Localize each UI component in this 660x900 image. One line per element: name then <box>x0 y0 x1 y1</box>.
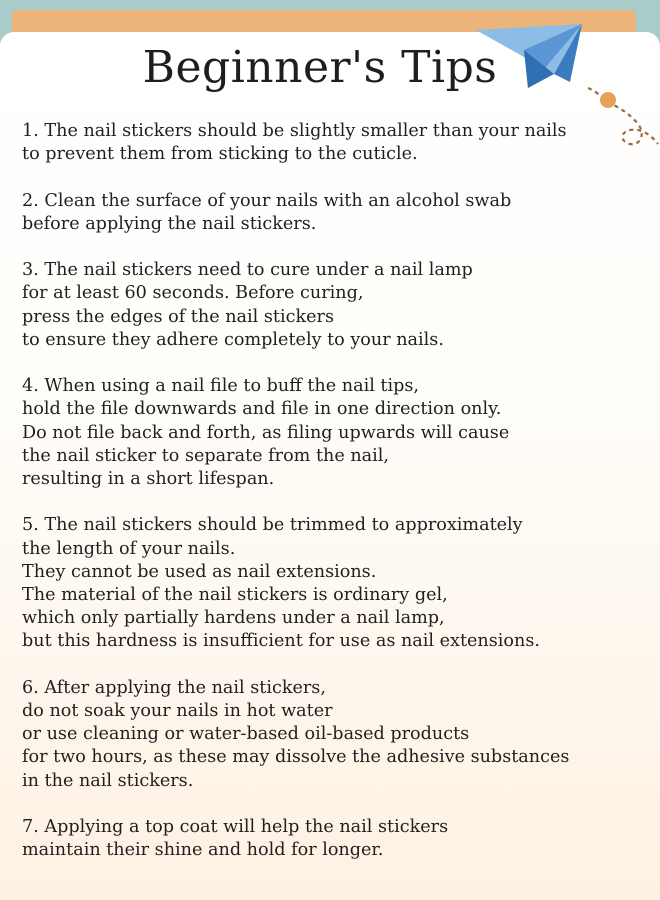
tip-line: Do not file back and forth, as filing upwards will cause <box>22 422 510 443</box>
tip-line: to prevent them from sticking to the cuticle. <box>22 144 418 165</box>
tips-list <box>22 120 652 886</box>
tip-line: which only partially hardens under a nail lamp, <box>22 608 445 629</box>
tip-line: do not soak your nails in hot water <box>22 701 333 721</box>
tip-line: before applying the nail stickers. <box>22 213 317 234</box>
tip-item <box>22 816 652 862</box>
tip-item <box>22 190 652 236</box>
tip-line: resulting in a short lifespan. <box>22 469 275 489</box>
tip-line: but this hardness is insufficient for use as nail extensions. <box>22 631 540 652</box>
tip-item <box>22 259 652 352</box>
tip-line: The material of the nail stickers is ordinary gel, <box>22 585 448 605</box>
tip-line: hold the file downwards and file in one direction only. <box>22 399 502 420</box>
tip-line: 3. The nail stickers need to cure under a nail lamp <box>22 260 473 281</box>
tip-item <box>22 514 652 653</box>
tip-line: maintain their shine and hold for longer. <box>22 840 384 861</box>
tip-line: 4. When using a nail file to buff the nail tips, <box>22 376 420 397</box>
tip-item <box>22 375 652 491</box>
tip-line: press the edges of the nail stickers <box>22 306 334 327</box>
tip-line: for two hours, as these may dissolve the adhesive substances <box>22 747 570 768</box>
tip-line: the length of your nails. <box>22 538 236 559</box>
tip-line: or use cleaning or water-based oil-based products <box>22 724 470 745</box>
tip-item <box>22 120 652 166</box>
tip-line: 5. The nail stickers should be trimmed to approximately <box>22 515 523 536</box>
tip-line: They cannot be used as nail extensions. <box>22 561 377 582</box>
page-title: Beginner's Tips <box>142 42 498 93</box>
tip-line: 1. The nail stickers should be slightly smaller than your nails <box>22 121 567 141</box>
tip-line: to ensure they adhere completely to your nails. <box>22 329 444 350</box>
tip-item <box>22 677 652 793</box>
tip-line: in the nail stickers. <box>22 770 194 791</box>
tip-line: for at least 60 seconds. Before curing, <box>22 283 364 304</box>
tip-line: 2. Clean the surface of your nails with an alcohol swab <box>22 190 512 211</box>
tip-line: the nail sticker to separate from the nail, <box>22 445 390 466</box>
tip-line: 6. After applying the nail stickers, <box>22 677 326 698</box>
tip-line: 7. Applying a top coat will help the nail stickers <box>22 817 449 837</box>
